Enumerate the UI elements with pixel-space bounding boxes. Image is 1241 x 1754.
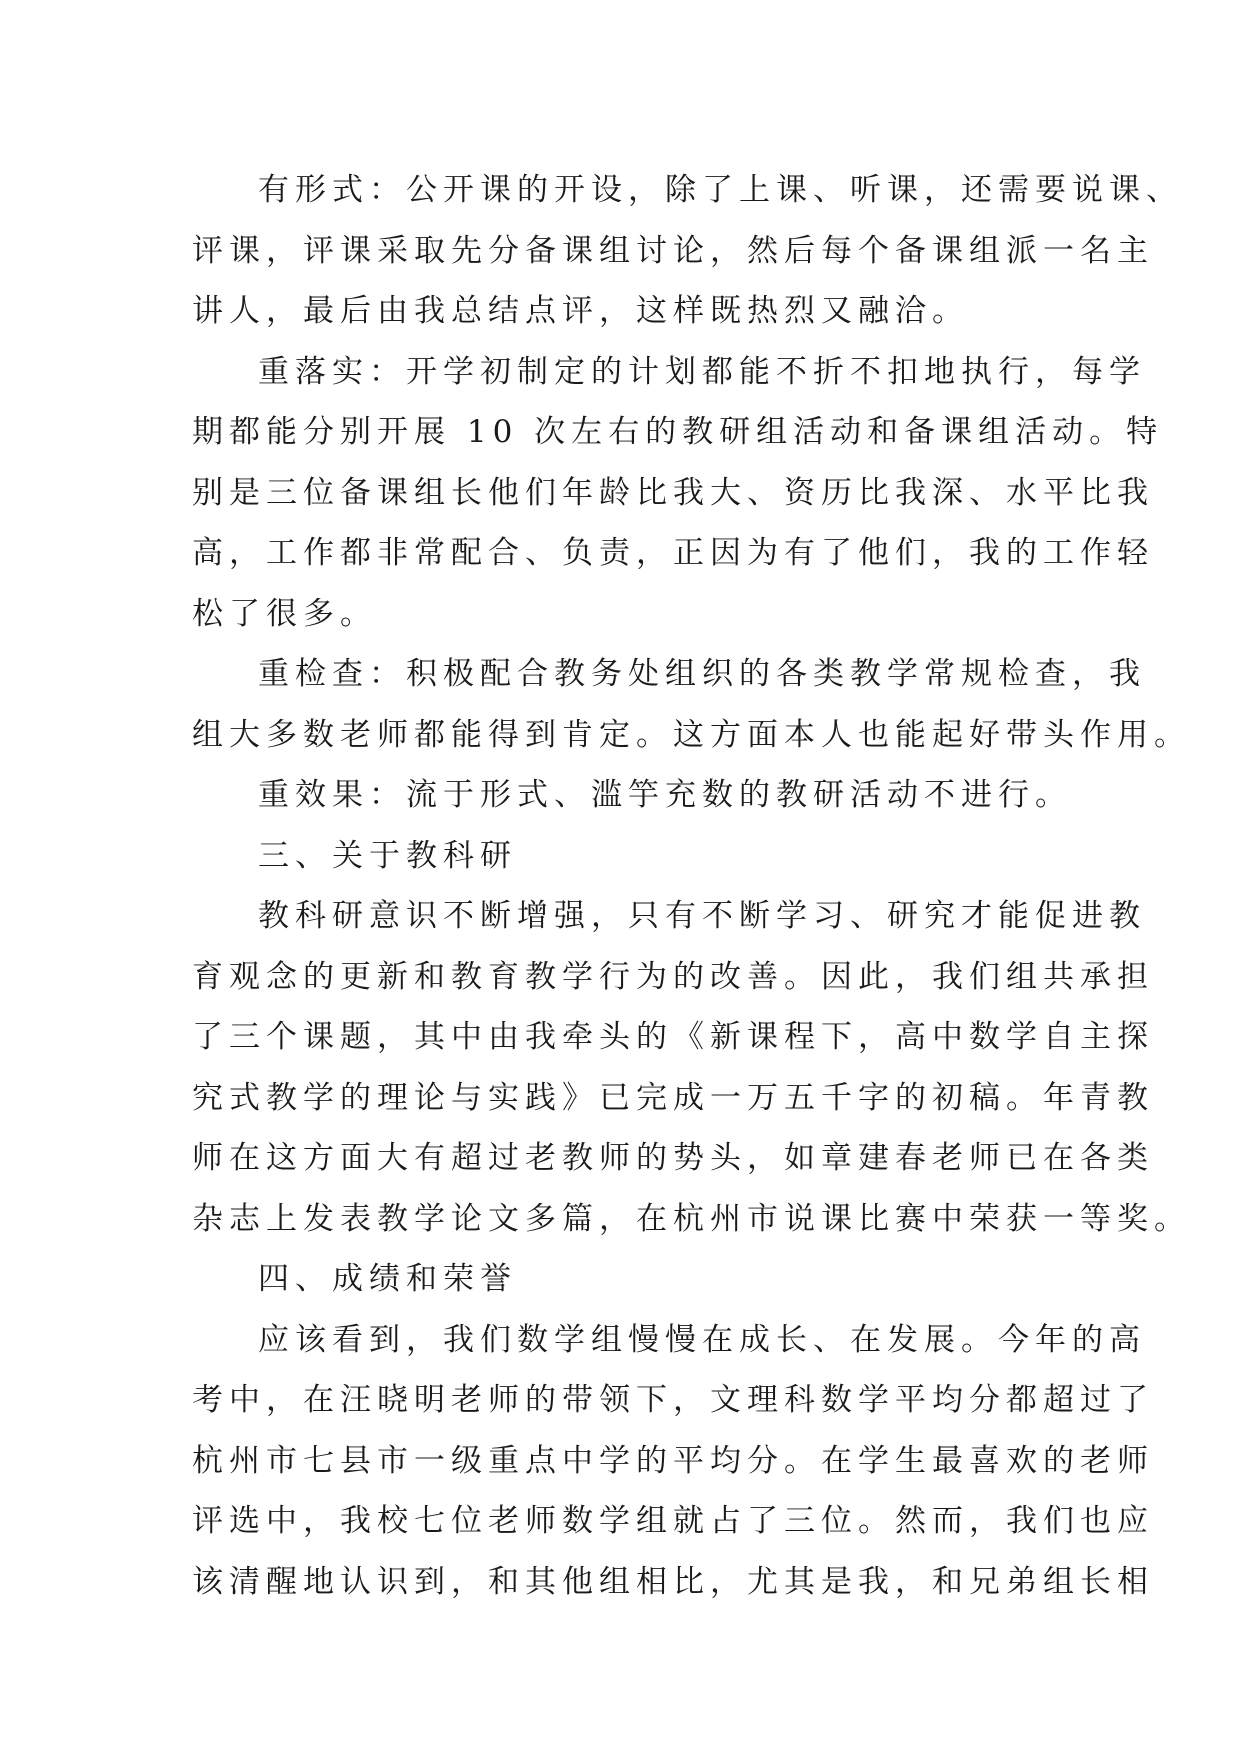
text-line: 讲人，最后由我总结点评，这样既热烈又融洽。	[192, 293, 969, 329]
text-line: 松了很多。	[192, 595, 377, 632]
text-line: 评课，评课采取先分备课组讨论，然后每个备课组派一名主	[192, 232, 1154, 269]
text-line: 别是三位备课组长他们年龄比我大、资历比我深、水平比我	[192, 474, 1154, 511]
text-line: 杭州市七县市一级重点中学的平均分。在学生最喜欢的老师	[192, 1442, 1154, 1479]
text-line: 该清醒地认识到，和其他组相比，尤其是我，和兄弟组长相	[192, 1563, 1154, 1600]
text-line: 应该看到，我们数学组慢慢在成长、在发展。今年的高	[258, 1321, 1146, 1358]
text-line: 评选中，我校七位老师数学组就占了三位。然而，我们也应	[192, 1503, 1154, 1539]
section-heading: 四、成绩和荣誉	[258, 1261, 517, 1297]
text-line: 期都能分别开展 10 次左右的教研组活动和备课组活动。特	[192, 414, 1164, 450]
text-line: 组大多数老师都能得到肯定。这方面本人也能起好带头作用。	[192, 716, 1191, 753]
document-body	[192, 160, 1191, 1612]
text-line: 师在这方面大有超过老教师的势头，如章建春老师已在各类	[192, 1140, 1154, 1176]
text-line: 高，工作都非常配合、负责，正因为有了他们，我的工作轻	[192, 535, 1154, 571]
text-line: 有形式：公开课的开设，除了上课、听课，还需要说课、	[258, 172, 1183, 208]
text-line: 重检查：积极配合教务处组织的各类教学常规检查，我	[258, 656, 1146, 692]
section-heading: 三、关于教科研	[258, 837, 517, 874]
text-line: 教科研意识不断增强，只有不断学习、研究才能促进教	[258, 898, 1146, 934]
text-line: 了三个课题，其中由我牵头的《新课程下，高中数学自主探	[192, 1019, 1154, 1055]
text-line: 育观念的更新和教育教学行为的改善。因此，我们组共承担	[192, 958, 1154, 995]
text-line: 考中，在汪晓明老师的带领下，文理科数学平均分都超过了	[192, 1382, 1154, 1418]
text-line: 重落实：开学初制定的计划都能不折不扣地执行，每学	[258, 353, 1146, 390]
text-line: 杂志上发表教学论文多篇，在杭州市说课比赛中荣获一等奖。	[192, 1200, 1191, 1237]
text-line: 究式教学的理论与实践》已完成一万五千字的初稿。年青教	[192, 1079, 1154, 1116]
text-line: 重效果：流于形式、滥竽充数的教研活动不进行。	[258, 777, 1072, 813]
